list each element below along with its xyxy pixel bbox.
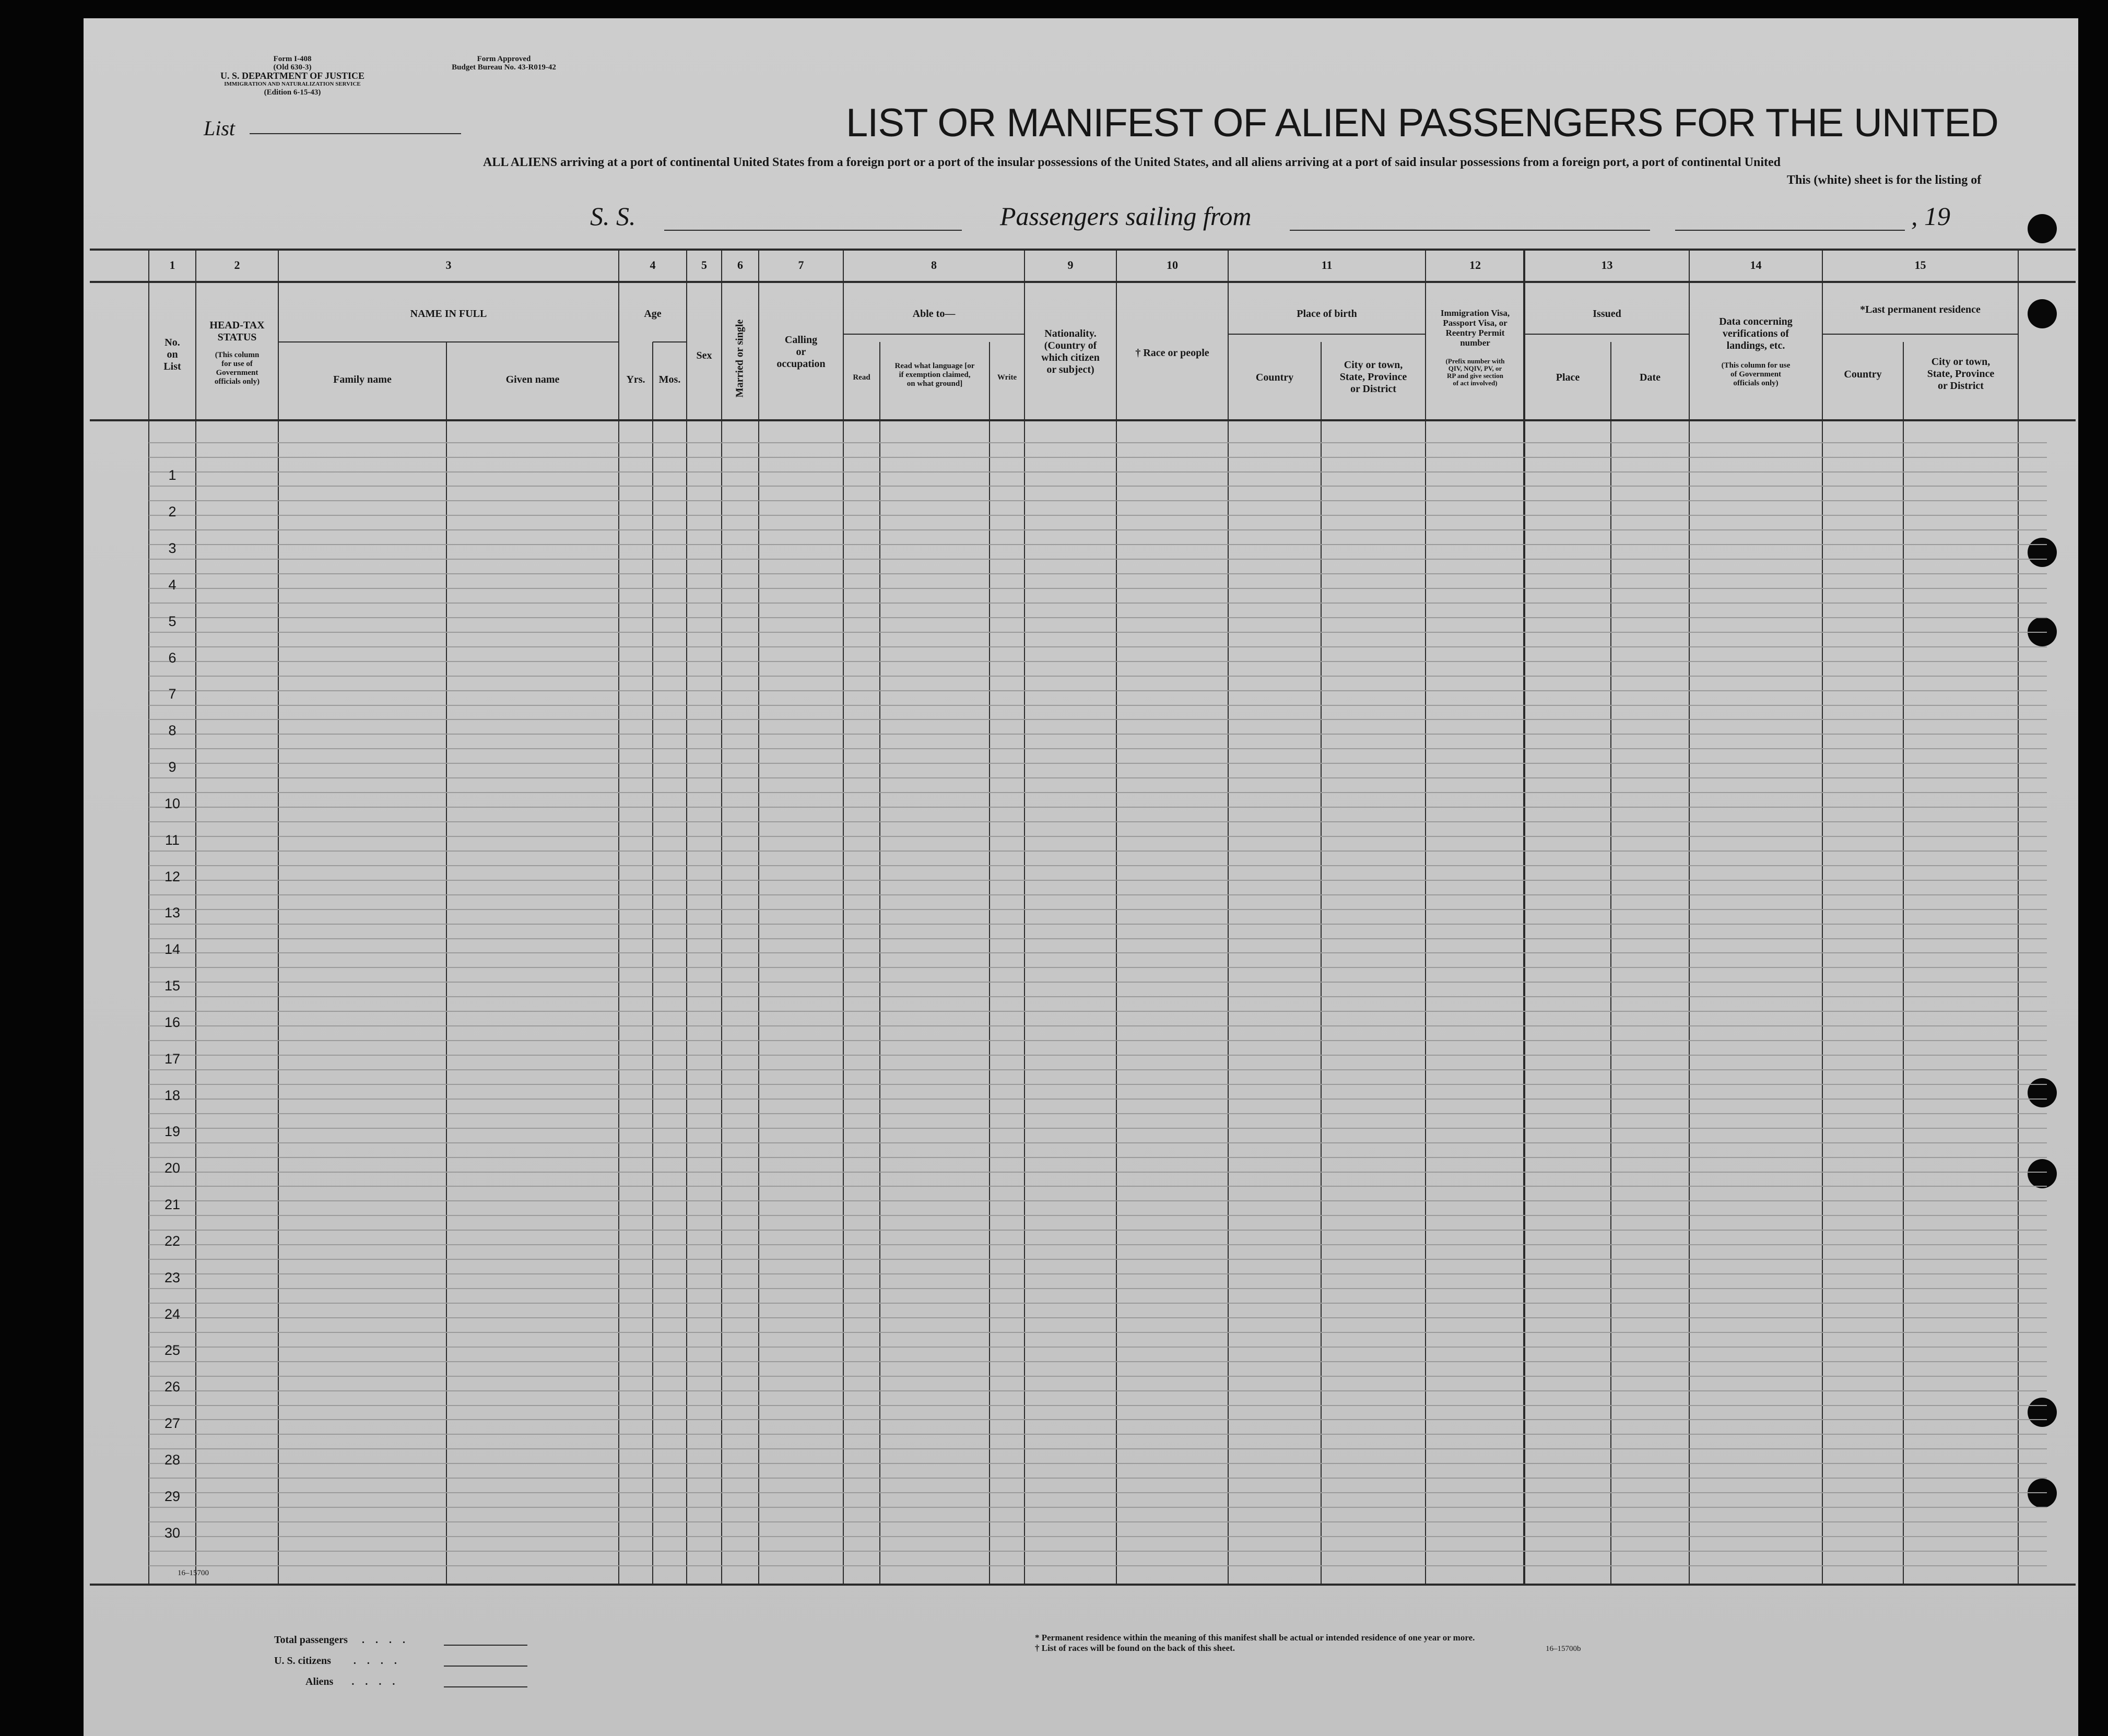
row-number: 2 (168, 504, 176, 519)
print-code: 16–15700 (178, 1569, 209, 1577)
aliens-field[interactable] (444, 1686, 527, 1687)
row-number: 15 (164, 978, 181, 994)
row-number: 19 (164, 1124, 181, 1139)
col-number: 14 (1750, 258, 1762, 271)
header-nationality: Nationality. (Country of which citizen or subject) (1041, 328, 1100, 375)
col-number: 15 (1914, 258, 1926, 271)
col-number: 4 (650, 258, 656, 271)
form-old-number: (Old 630-3) (273, 63, 312, 72)
row-number: 13 (164, 905, 181, 920)
row-number: 17 (164, 1051, 181, 1067)
totals-block (274, 1634, 409, 1697)
header-yrs: Yrs. (626, 374, 645, 385)
col-number: 3 (445, 258, 452, 271)
year-prefix: , 19 (1911, 202, 1950, 231)
footnote-races: † List of races will be found on the back of this sheet. (1035, 1643, 1235, 1653)
sheet-note: This (white) sheet is for the listing of (1787, 173, 1982, 187)
instructions: ALL ALIENS arriving at a port of continental United States from a foreign port or a port of the insular possessions of the United States, and all aliens arriving at a port of said insular possessions from a foreign port, a port of continental United (483, 156, 1781, 169)
footnotes (1035, 1633, 1475, 1654)
col-number: 11 (1321, 258, 1333, 271)
header-head-tax-status: HEAD-TAX STATUS (209, 320, 265, 343)
row-number: 23 (164, 1270, 181, 1285)
col-number: 1 (169, 258, 175, 271)
col-number: 12 (1469, 258, 1481, 271)
header-data-landings: Data concerning verifications of landings, etc. (1719, 316, 1793, 351)
col-number: 13 (1601, 258, 1613, 271)
row-number: 20 (164, 1160, 181, 1176)
header-family-name: Family name (333, 374, 392, 385)
col-number: 9 (1067, 258, 1074, 271)
row-number: 27 (164, 1415, 181, 1431)
header-no-on-list: No. on List (163, 337, 181, 372)
header-birth-country: Country (1255, 372, 1294, 383)
row-number: 1 (168, 467, 176, 483)
row-number: 26 (164, 1379, 181, 1395)
list-label: List (204, 116, 235, 140)
row-number: 8 (168, 723, 176, 738)
page-title: LIST OR MANIFEST OF ALIEN PASSENGERS FOR THE UNITED (846, 101, 1998, 145)
header-issued-date: Date (1640, 372, 1661, 383)
print-code: 16–15700b (1546, 1645, 1581, 1653)
header-age: Age (644, 308, 662, 320)
header-residence-city: City or town, State, Province or District (1927, 356, 1995, 392)
header-married-single: Married or single (734, 319, 746, 398)
row-number: 7 (168, 686, 176, 702)
row-number: 18 (164, 1088, 181, 1103)
col-number: 5 (701, 258, 707, 271)
budget-bureau-number: Budget Bureau No. 43-R019-42 (452, 63, 556, 72)
header-read: Read (853, 373, 870, 382)
leader-dots: . . . . (351, 1676, 399, 1687)
header-write: Write (997, 373, 1017, 382)
row-number: 22 (164, 1233, 181, 1249)
header-name-in-full: NAME IN FULL (410, 308, 487, 320)
header-head-tax-note: (This column for use of Government officials only) (214, 351, 260, 386)
sailing-label: Passengers sailing from (1000, 202, 1252, 231)
ss-label: S. S. (590, 202, 636, 231)
header-landings-note: (This column for use of Government officials only) (1721, 361, 1791, 387)
row-number: 25 (164, 1342, 181, 1358)
header-issued: Issued (1593, 308, 1621, 320)
header-place-of-birth: Place of birth (1297, 308, 1357, 320)
form-approved: Form Approved (477, 55, 531, 63)
header-given-name: Given name (505, 374, 560, 385)
department-name: U. S. DEPARTMENT OF JUSTICE (220, 70, 365, 81)
header-race: † Race or people (1135, 347, 1209, 359)
header-immigration-visa: Immigration Visa, Passport Visa, or Reentry Permit number (1440, 308, 1510, 348)
row-number: 24 (164, 1306, 181, 1322)
header-visa-note: (Prefix number with QIV, NQIV, PV, or RP and give section of act involved) (1445, 357, 1505, 387)
form-edition: (Edition 6-15-43) (264, 88, 321, 97)
row-number: 10 (164, 796, 181, 811)
row-number: 21 (164, 1197, 181, 1212)
header-last-residence: *Last permanent residence (1860, 304, 1981, 315)
row-number: 30 (164, 1525, 181, 1541)
header-sex: Sex (696, 350, 712, 361)
row-number: 5 (168, 613, 176, 629)
us-citizens-label: U. S. citizens (274, 1655, 331, 1667)
row-number: 4 (168, 577, 176, 593)
row-number: 16 (164, 1014, 181, 1030)
col-number: 2 (234, 258, 240, 271)
col-number: 8 (931, 258, 937, 271)
row-number: 9 (168, 759, 176, 775)
header-mos: Mos. (658, 374, 681, 385)
col-number: 10 (1167, 258, 1178, 271)
footnote-residence: * Permanent residence within the meaning of this manifest shall be actual or intended residence of one year or more. (1035, 1633, 1475, 1643)
col-number: 7 (798, 258, 804, 271)
header-birth-city: City or town, State, Province or District (1339, 359, 1407, 395)
row-number: 29 (164, 1489, 181, 1504)
aliens-label: Aliens (305, 1676, 334, 1687)
leader-dots: . . . . (361, 1634, 409, 1646)
col-number: 6 (737, 258, 743, 271)
row-number: 14 (164, 941, 181, 957)
header-issued-place: Place (1556, 372, 1580, 383)
service-name: IMMIGRATION AND NATURALIZATION SERVICE (224, 81, 361, 87)
total-passengers-label: Total passengers (274, 1634, 348, 1646)
form-number: Form I-408 (273, 55, 312, 63)
row-number: 28 (164, 1452, 181, 1468)
leader-dots: . . . . (353, 1655, 401, 1667)
row-number: 11 (164, 832, 180, 848)
header-calling: Calling or occupation (776, 334, 826, 370)
total-passengers-field[interactable] (444, 1645, 527, 1646)
header-residence-country: Country (1844, 369, 1882, 380)
row-number: 12 (164, 869, 181, 884)
row-number: 6 (168, 650, 176, 666)
row-number: 3 (168, 540, 176, 556)
header-able-to: Able to— (912, 308, 956, 320)
us-citizens-field[interactable] (444, 1666, 527, 1667)
header-read-language: Read what language [or if exemption claimed, on what ground] (894, 362, 975, 388)
